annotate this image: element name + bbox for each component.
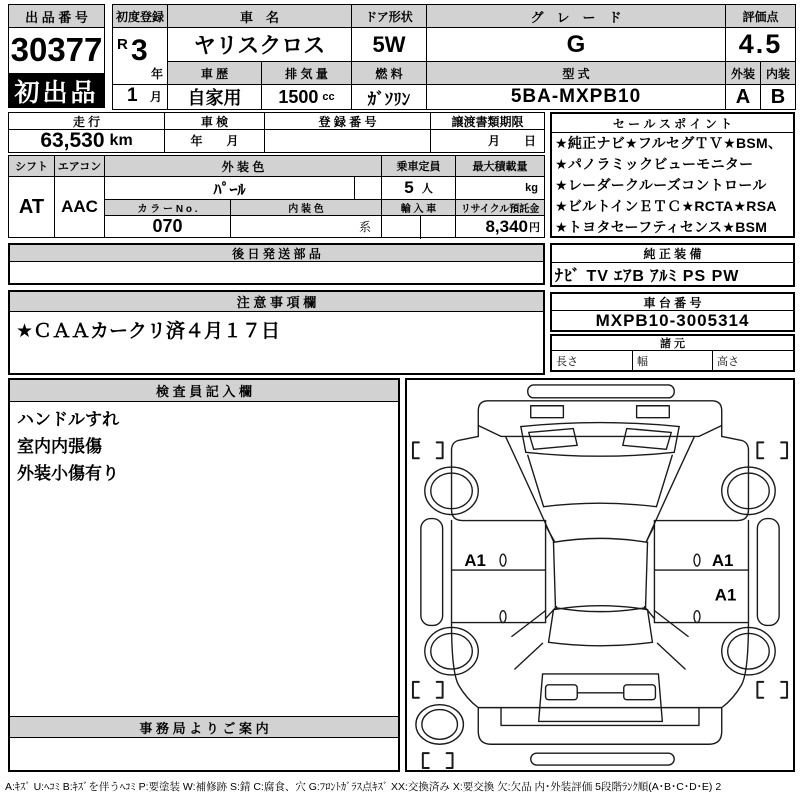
grade: G (426, 27, 726, 62)
first-registration-month-cell (112, 84, 168, 110)
sales-point: ★ビルトインＥＴＣ★RCTA★RSA (555, 198, 777, 214)
color-no-header: カ ラ ー N o . (104, 199, 231, 216)
front-fascia (478, 401, 721, 437)
front-bumper-bar (528, 385, 674, 398)
displacement-header: 排 気 量 (261, 61, 352, 85)
inspector-note: ハンドルすれ (17, 410, 119, 429)
notes-header: 注 意 事 項 欄 (10, 292, 543, 312)
specs-block (550, 334, 795, 372)
left-front-door-handle (500, 554, 506, 566)
car-diagram-block (405, 378, 795, 772)
inspector-content (17, 406, 391, 712)
car-top-view-diagram (407, 380, 793, 770)
sales-point: ★レーダークルーズコントロール (555, 177, 767, 193)
recycle-unit: 円 (529, 221, 540, 234)
sales-points-block (550, 112, 795, 238)
specs-header: 諸 元 (552, 336, 793, 351)
spare-wheel (416, 705, 464, 745)
sales-point: ★純正ナビ★フルセグＴＶ★BSM、 (555, 135, 783, 151)
year-suffix: 年 (150, 67, 163, 81)
interior-grade: B (760, 84, 796, 110)
oem-equipment-block (550, 243, 795, 287)
windshield (521, 423, 679, 507)
left-doors (452, 521, 546, 623)
exterior-grade: A (725, 84, 761, 110)
door-shape: 5W (351, 27, 427, 62)
registration-number-header: 登 録 番 号 (264, 112, 431, 130)
right-front-door-handle (694, 554, 700, 566)
oem-equipment-header: 純 正 装 備 (552, 245, 793, 263)
exterior-color-sub-cell (354, 176, 382, 200)
mileage-unit: km (109, 131, 133, 149)
inspection-header: 車 検 (164, 112, 265, 130)
sales-points-list (555, 133, 793, 236)
score-header: 評価点 (725, 4, 796, 28)
fuel: ｶﾞｿﾘﾝ (351, 84, 427, 110)
capacity-cell (381, 176, 456, 200)
import-cell-divider (420, 216, 421, 239)
model-code: 5BA-MXPB10 (426, 84, 726, 110)
rear-bumper (478, 708, 721, 745)
capacity-value: 5 (404, 178, 414, 197)
later-shipping-block (8, 243, 545, 285)
rear-lower-bar (531, 753, 675, 765)
exterior-color-header: 外 装 色 (104, 155, 382, 177)
aircon-header: エアコン (54, 155, 105, 177)
recycle-cell (455, 215, 545, 238)
shift-value: AT (8, 176, 55, 238)
left-rear-door-handle (500, 611, 506, 623)
mileage-header: 走 行 (8, 112, 165, 130)
month-suffix: 月 (149, 90, 162, 104)
payload-header: 最大積載量 (455, 155, 545, 177)
exterior-color: ﾊﾟｰﾙ (104, 176, 355, 200)
capacity-unit: 人 (421, 183, 433, 195)
era-letter: R (117, 36, 128, 53)
later-shipping-content (10, 262, 543, 283)
damage-mark-left-front-door: A1 (464, 551, 486, 571)
left-sill (421, 519, 443, 626)
car-history-header: 車 歴 (167, 61, 262, 85)
later-shipping-header: 後 日 発 送 部 品 (10, 245, 543, 262)
office-content (10, 738, 398, 770)
vehicle-info-block (112, 4, 796, 110)
spec-height-cell: 高さ (717, 355, 739, 368)
tailgate (539, 674, 663, 722)
footer-legend: A:ｷｽﾞ U:ﾍｺﾐ B:ｷｽﾞを伴うﾍｺﾐ P:要塗装 W:補修跡 S:錆 C:腐食、穴 G:ﾌﾛﾝﾄｶﾞﾗｽ点ｷｽﾞ XX:交換済み X:要交換 欠:欠品 内･外装評価 5段階ﾗﾝｸ順(A･B･C･D･E) 2 (5, 781, 722, 793)
damage-mark-right-front-door: A1 (711, 551, 734, 571)
mileage-row-block (8, 112, 545, 153)
inspector-header: 検 査 員 記 入 欄 (10, 380, 398, 402)
import-header: 輸 入 車 (381, 199, 456, 216)
car-name-header: 車 名 (167, 4, 352, 28)
capacity-header: 乗車定員 (381, 155, 456, 177)
notes-content: ★ＣＡＡカークリ済４月１７日 (16, 321, 281, 342)
recycle-header: リサイクル預託金 (455, 199, 545, 216)
first-registration-header: 初度登録 (112, 4, 168, 28)
right-sill (757, 519, 779, 626)
import-cell (381, 215, 456, 238)
car-name: ヤリスクロス (167, 27, 352, 62)
right-doors (654, 521, 748, 623)
first-registration-month: 1 (127, 85, 138, 106)
notes-block (8, 290, 545, 375)
inspector-note: 外装小傷有り (17, 464, 119, 483)
auction-number-header: 出 品 番 号 (8, 4, 105, 28)
mileage-cell (8, 129, 165, 153)
damage-mark-right-rear-door: A1 (714, 585, 737, 605)
transfer-deadline-cell: 月 日 (430, 129, 545, 153)
first-registration-year: 3 (131, 34, 148, 67)
oem-equipment-value: ﾅﾋﾞ TV ｴｱB ｱﾙﾐ PS PW (555, 267, 740, 285)
equipment-row-block (8, 155, 545, 238)
first-registration-year-cell (112, 27, 168, 85)
roof-panel (553, 538, 647, 611)
chassis-number: MXPB10-3005314 (595, 311, 750, 330)
interior-color-cell: 系 (230, 215, 382, 238)
recycle-fee: 8,340 (485, 216, 528, 236)
color-no: 070 (104, 215, 231, 238)
displacement-cell (261, 84, 352, 110)
mileage-value: 63,530 (40, 129, 105, 152)
office-header: 事 務 局 よ り ご 案 内 (10, 716, 398, 738)
grade-header: グ レ ー ド (426, 4, 726, 28)
inspector-note: 室内内張傷 (17, 437, 102, 456)
sales-points-header: セ ー ル ス ポ イ ン ト (552, 114, 793, 133)
auction-number-block (8, 4, 105, 108)
spec-width-cell: 幅 (633, 351, 713, 370)
model-code-header: 型 式 (426, 61, 726, 85)
interior-grade-header: 内装 (760, 61, 796, 85)
sales-point: ★トヨタセーフティセンス★BSM (555, 219, 768, 235)
spec-length-cell: 長さ (552, 351, 633, 370)
inspector-block (8, 378, 400, 772)
inspection-cell: 年 月 (164, 129, 265, 153)
shift-header: シフト (8, 155, 55, 177)
sales-point: ★パノラミックビューモニター (555, 156, 754, 172)
chassis-number-header: 車 台 番 号 (552, 294, 793, 311)
aircon-value: AAC (54, 176, 105, 238)
registration-number-cell (264, 129, 431, 153)
interior-color-header: 内 装 色 (230, 199, 382, 216)
displacement-unit: cc (322, 91, 335, 103)
right-rear-door-handle (694, 611, 700, 623)
score: 4.5 (725, 27, 796, 62)
displacement-value: 1500 (278, 86, 319, 107)
fuel-header: 燃 料 (351, 61, 427, 85)
exterior-grade-header: 外装 (725, 61, 761, 85)
auction-number: 30377 (8, 27, 105, 74)
chassis-number-block (550, 292, 795, 332)
car-history: 自家用 (167, 84, 262, 110)
transfer-deadline-header: 譲渡書類期限 (430, 112, 545, 130)
first-listing-badge: 初出品 (8, 74, 105, 108)
door-shape-header: ドア形状 (351, 4, 427, 28)
payload-cell: kg (455, 176, 545, 200)
